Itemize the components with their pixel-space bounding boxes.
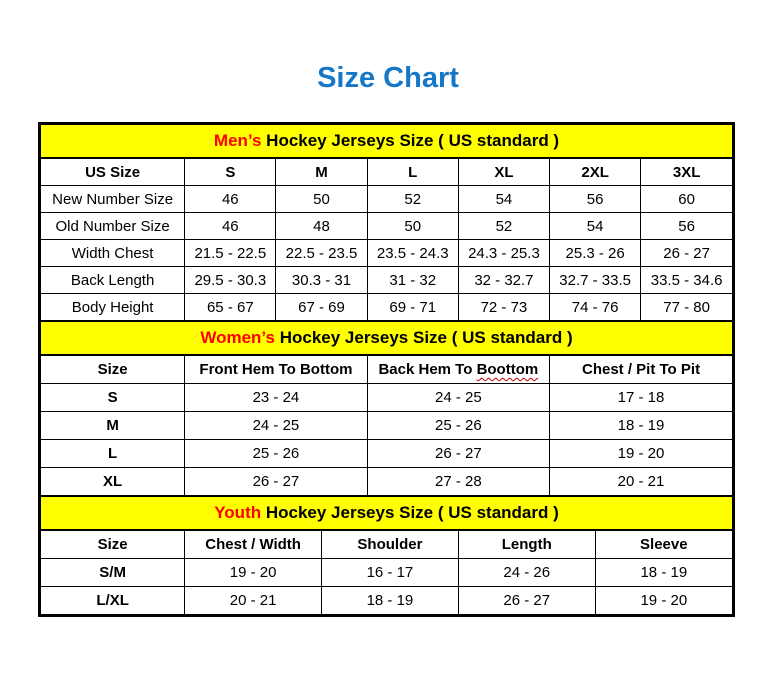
size-value-cell: 16 - 17 — [322, 559, 459, 587]
size-value-cell: 21.5 - 22.5 — [185, 240, 276, 267]
size-value-cell: 33.5 - 34.6 — [641, 267, 732, 294]
size-value-cell: 24 - 25 — [185, 412, 367, 440]
column-header: Front Hem To Bottom — [185, 356, 367, 384]
youth-size-table — [41, 531, 732, 614]
womens-size-section — [41, 320, 732, 495]
size-value-cell: 19 - 20 — [595, 587, 732, 615]
size-value-cell: 77 - 80 — [641, 294, 732, 321]
size-value-cell: 72 - 73 — [458, 294, 549, 321]
page-title: Size Chart — [317, 62, 459, 94]
column-header: Sleeve — [595, 531, 732, 559]
womens-size-table — [41, 356, 732, 495]
column-header: Length — [458, 531, 595, 559]
size-value-cell: 50 — [276, 186, 367, 213]
row-label: L — [41, 440, 185, 468]
table-row — [41, 384, 732, 412]
header-row — [41, 159, 732, 186]
row-label: Width Chest — [41, 240, 185, 267]
youth-section-title — [41, 495, 732, 531]
size-value-cell: 26 - 27 — [641, 240, 732, 267]
size-value-cell: 25.3 - 26 — [550, 240, 641, 267]
column-header: Back Hem To Boottom — [367, 356, 549, 384]
mens-section-title-accent: Men’s — [213, 131, 262, 150]
size-value-cell: 18 - 19 — [550, 412, 732, 440]
size-value-cell: 48 — [276, 213, 367, 240]
size-value-cell: 23.5 - 24.3 — [367, 240, 458, 267]
size-value-cell: 74 - 76 — [550, 294, 641, 321]
womens-section-title-text: Hockey Jerseys Size ( US standard ) — [274, 328, 573, 347]
size-value-cell: 20 - 21 — [550, 468, 732, 496]
row-label: M — [41, 412, 185, 440]
row-label: S/M — [41, 559, 185, 587]
size-value-cell: 46 — [185, 186, 276, 213]
size-value-cell: 18 - 19 — [595, 559, 732, 587]
row-label: L/XL — [41, 587, 185, 615]
row-label: Body Height — [41, 294, 185, 321]
row-label: New Number Size — [41, 186, 185, 213]
size-value-cell: 32 - 32.7 — [458, 267, 549, 294]
column-header: 2XL — [550, 159, 641, 186]
size-value-cell: 20 - 21 — [185, 587, 322, 615]
table-row — [41, 412, 732, 440]
row-label: XL — [41, 468, 185, 496]
size-value-cell: 19 - 20 — [185, 559, 322, 587]
misspelled-word: Boottom — [476, 361, 539, 378]
table-row — [41, 186, 732, 213]
size-value-cell: 24.3 - 25.3 — [458, 240, 549, 267]
size-value-cell: 17 - 18 — [550, 384, 732, 412]
mens-section-title — [41, 125, 732, 159]
column-header: Chest / Pit To Pit — [550, 356, 732, 384]
table-row — [41, 240, 732, 267]
table-row — [41, 468, 732, 496]
size-value-cell: 50 — [367, 213, 458, 240]
row-label: Old Number Size — [41, 213, 185, 240]
row-label: S — [41, 384, 185, 412]
size-value-cell: 29.5 - 30.3 — [185, 267, 276, 294]
column-header: 3XL — [641, 159, 732, 186]
column-header: Size — [41, 356, 185, 384]
table-row — [41, 213, 732, 240]
mens-size-table — [41, 159, 732, 320]
youth-size-section — [41, 495, 732, 614]
column-header: US Size — [41, 159, 185, 186]
womens-section-title — [41, 320, 732, 356]
size-value-cell: 24 - 25 — [367, 384, 549, 412]
table-row — [41, 440, 732, 468]
size-value-cell: 56 — [550, 186, 641, 213]
size-value-cell: 46 — [185, 213, 276, 240]
header-row — [41, 531, 732, 559]
column-header: Chest / Width — [185, 531, 322, 559]
table-row — [41, 267, 732, 294]
size-value-cell: 26 - 27 — [185, 468, 367, 496]
size-value-cell: 31 - 32 — [367, 267, 458, 294]
size-value-cell: 32.7 - 33.5 — [550, 267, 641, 294]
size-value-cell: 52 — [458, 213, 549, 240]
size-value-cell: 52 — [367, 186, 458, 213]
mens-section-title-text: Hockey Jerseys Size ( US standard ) — [261, 131, 560, 150]
size-value-cell: 69 - 71 — [367, 294, 458, 321]
table-row — [41, 587, 732, 615]
header-row — [41, 356, 732, 384]
column-header: S — [185, 159, 276, 186]
size-value-cell: 67 - 69 — [276, 294, 367, 321]
column-header: L — [367, 159, 458, 186]
mens-size-section — [41, 125, 732, 320]
size-value-cell: 27 - 28 — [367, 468, 549, 496]
table-row — [41, 559, 732, 587]
size-value-cell: 23 - 24 — [185, 384, 367, 412]
size-value-cell: 24 - 26 — [458, 559, 595, 587]
size-value-cell: 26 - 27 — [367, 440, 549, 468]
size-value-cell: 54 — [550, 213, 641, 240]
size-value-cell: 56 — [641, 213, 732, 240]
size-value-cell: 65 - 67 — [185, 294, 276, 321]
size-value-cell: 18 - 19 — [322, 587, 459, 615]
youth-section-title-text: Hockey Jerseys Size ( US standard ) — [261, 503, 559, 522]
size-value-cell: 30.3 - 31 — [276, 267, 367, 294]
row-label: Back Length — [41, 267, 185, 294]
column-header: Shoulder — [322, 531, 459, 559]
table-row — [41, 294, 732, 321]
size-value-cell: 22.5 - 23.5 — [276, 240, 367, 267]
size-value-cell: 26 - 27 — [458, 587, 595, 615]
size-value-cell: 54 — [458, 186, 549, 213]
youth-section-title-accent: Youth — [214, 503, 262, 522]
size-value-cell: 25 - 26 — [185, 440, 367, 468]
size-value-cell: 60 — [641, 186, 732, 213]
size-value-cell: 25 - 26 — [367, 412, 549, 440]
column-header: M — [276, 159, 367, 186]
size-value-cell: 19 - 20 — [550, 440, 732, 468]
womens-section-title-accent: Women’s — [200, 328, 275, 347]
column-header: Size — [41, 531, 185, 559]
column-header: XL — [458, 159, 549, 186]
size-chart-tables — [38, 122, 735, 617]
